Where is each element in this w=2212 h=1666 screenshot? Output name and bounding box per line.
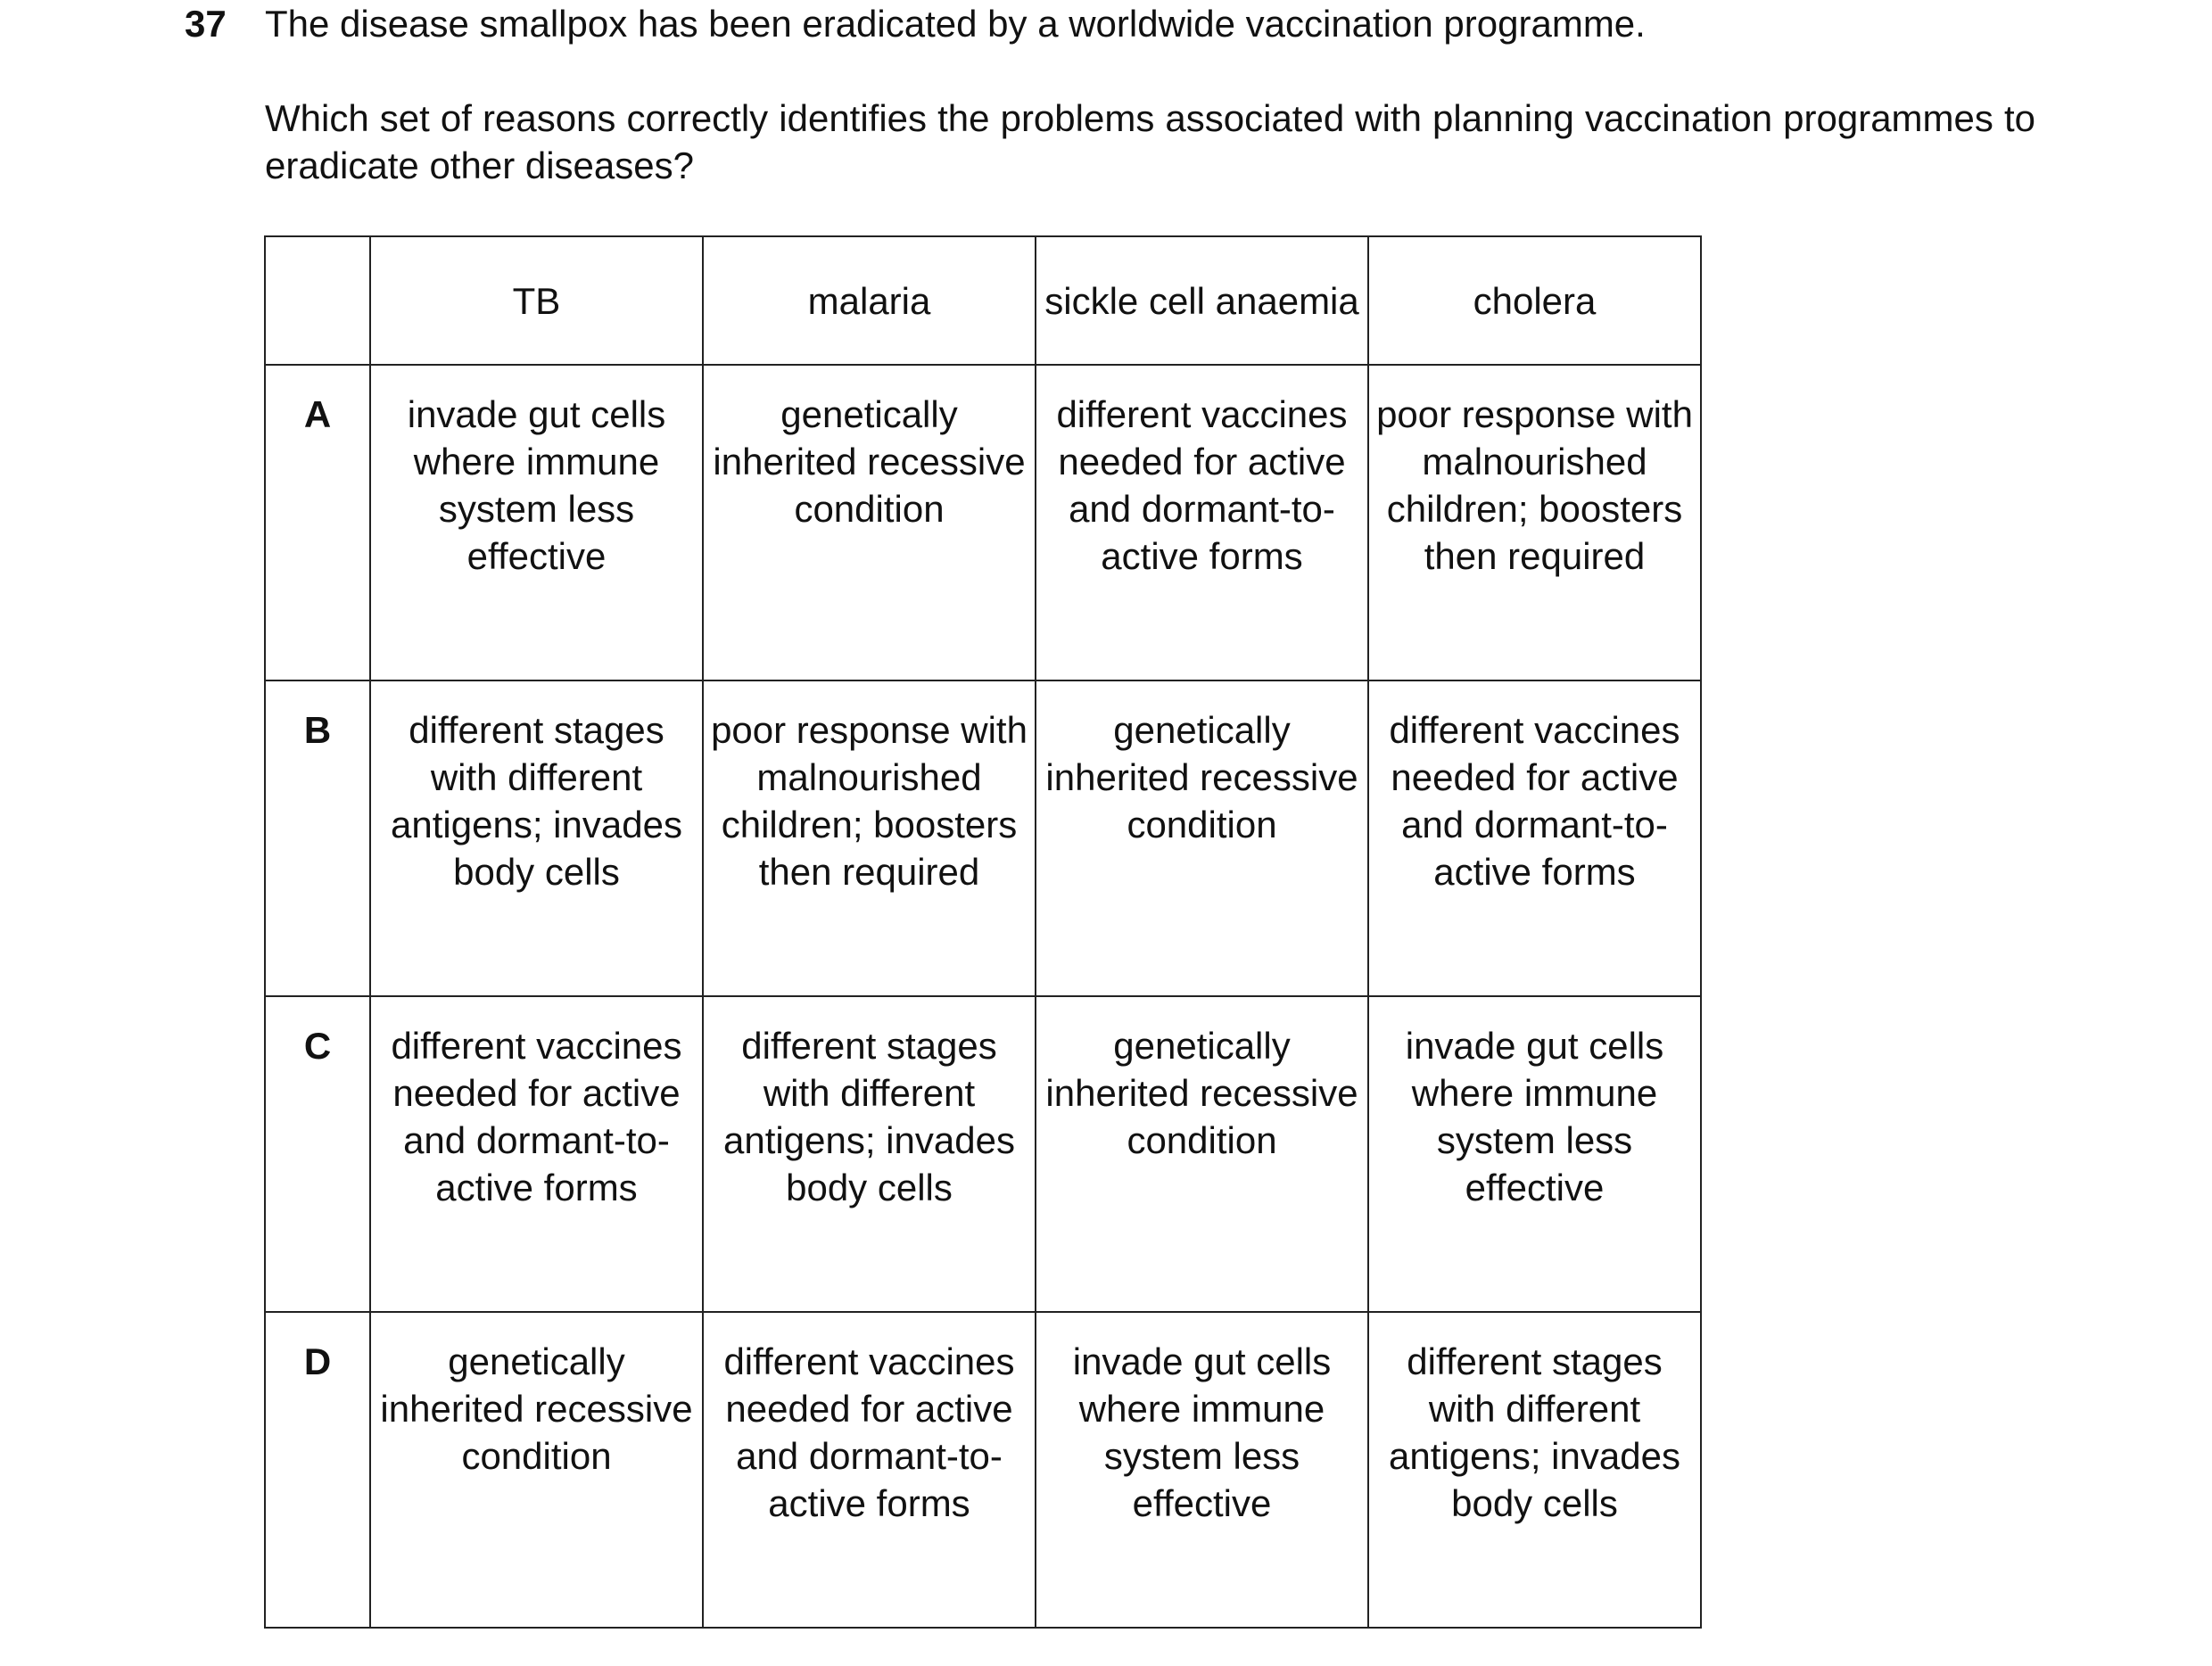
question-number: 37	[185, 3, 227, 45]
table-cell: poor response with malnourished children; boosters then required	[1368, 365, 1701, 680]
option-row-b	[265, 680, 1701, 996]
table-cell: genetically inherited recessive condition	[1036, 680, 1368, 996]
table-header-row	[265, 236, 1701, 365]
table-cell: invade gut cells where immune system less effective	[370, 365, 703, 680]
question-stem: The disease smallpox has been eradicated by a worldwide vaccination programme.	[265, 3, 1646, 45]
table-cell: poor response with malnourished children; boosters then required	[703, 680, 1036, 996]
option-letter[interactable]: B	[265, 680, 370, 996]
question-prompt: Which set of reasons correctly identifies the problems associated with planning vaccination programmes to eradicate other diseases?	[265, 97, 2035, 186]
option-letter[interactable]: A	[265, 365, 370, 680]
option-row-a	[265, 365, 1701, 680]
table-cell: genetically inherited recessive condition	[703, 365, 1036, 680]
option-letter[interactable]: D	[265, 1312, 370, 1628]
table-cell: different vaccines needed for active and dormant-to-active forms	[703, 1312, 1036, 1628]
option-row-d	[265, 1312, 1701, 1628]
table-cell: different vaccines needed for active and dormant-to-active forms	[1036, 365, 1368, 680]
table-cell: genetically inherited recessive condition	[1036, 996, 1368, 1312]
table-cell: different vaccines needed for active and dormant-to-active forms	[370, 996, 703, 1312]
table-cell: different vaccines needed for active and dormant-to-active forms	[1368, 680, 1701, 996]
answer-options-table	[264, 235, 1702, 1629]
header-corner-cell	[265, 236, 370, 365]
header-cholera: cholera	[1368, 236, 1701, 365]
option-row-c	[265, 996, 1701, 1312]
option-letter[interactable]: C	[265, 996, 370, 1312]
header-malaria: malaria	[703, 236, 1036, 365]
table-cell: different stages with different antigens; invades body cells	[1368, 1312, 1701, 1628]
table-cell: different stages with different antigens; invades body cells	[370, 680, 703, 996]
header-tb: TB	[370, 236, 703, 365]
header-sickle-cell-anaemia: sickle cell anaemia	[1036, 236, 1368, 365]
table-cell: invade gut cells where immune system less effective	[1036, 1312, 1368, 1628]
table-cell: different stages with different antigens; invades body cells	[703, 996, 1036, 1312]
table-cell: invade gut cells where immune system less effective	[1368, 996, 1701, 1312]
table-cell: genetically inherited recessive condition	[370, 1312, 703, 1628]
